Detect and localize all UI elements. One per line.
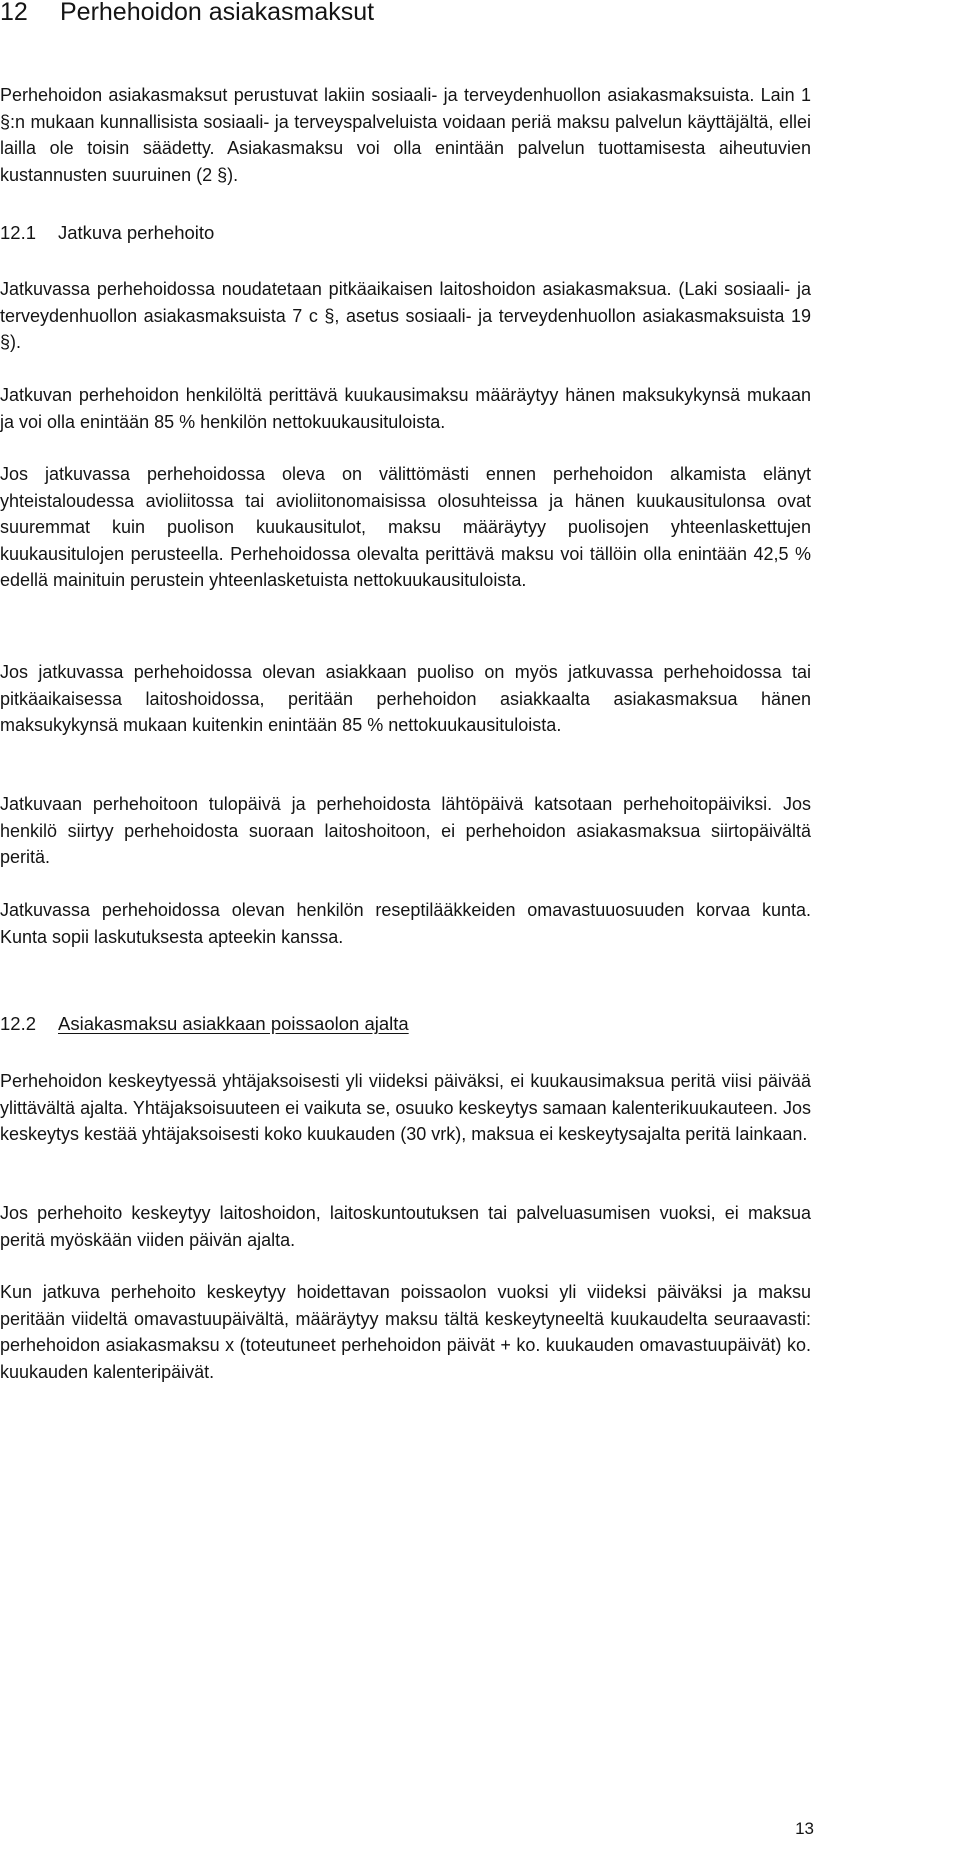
subsection-number: 12.1: [0, 222, 37, 243]
paragraph-1-4: Jos jatkuvassa perhehoidossa olevan asiakkaan puoliso on myös jatkuvassa perhehoidossa tai pitkäaikaisessa laitoshoidossa, peritään perhehoidon asiakkaalta asiakasmaksua hänen maksukykynsä mukaan kuitenkin enintään 85 % nettokuukausituloista.: [0, 662, 811, 736]
section-number: 12: [0, 0, 28, 26]
paragraph-1-2: Jatkuvan perhehoidon henkilöltä perittävä kuukausimaksu määräytyy hänen maksukykynsä mukaan ja voi olla enintään 85 % henkilön nettokuukausituloista.: [0, 385, 811, 432]
paragraph-2-3: Kun jatkuva perhehoito keskeytyy hoidettavan poissaolon vuoksi yli viideksi päiväksi ja maksu peritään viideltä omavastuupäivältä, määräytyy maksu tältä keskeytyneeltä kuukaudelta seuraavasti: perhehoidon asiakasmaksu x (toteutuneet perhehoidon päivät + ko. kuukauden omavastuupäivät) ko. kuukauden kalenteripäivät.: [0, 1282, 811, 1382]
paragraph-1-1: Jatkuvassa perhehoidossa noudatetaan pitkäaikaisen laitoshoidon asiakasmaksua. (Laki sosiaali- ja terveydenhuollon asiakasmaksuista 7 c §, asetus sosiaali- ja terveydenhuollon asiakasmaksuista 19 §).: [0, 279, 811, 353]
section-title: Perhehoidon asiakasmaksut: [60, 0, 375, 26]
subsection-heading-1: [0, 219, 214, 247]
paragraph-1-3: Jos jatkuvassa perhehoidossa oleva on välittömästi ennen perhehoidon alkamista elänyt yhteistaloudessa avioliitossa tai avioliitonomaisissa olosuhteissa ja hänen kuukausitulonsa ovat suuremmat kuin puolison kuukausitulot, maksu määräytyy puolisojen yhteenlaskettujen kuukausitulojen perusteella. Perhehoidossa olevalta perittävä maksu voi tällöin olla enintään 42,5 % edellä mainituin perustein yhteenlasketuista nettokuukausituloista.: [0, 464, 811, 591]
subsection-title: Jatkuva perhehoito: [58, 222, 215, 243]
paragraph-2-1: Perhehoidon keskeytyessä yhtäjaksoisesti yli viideksi päiväksi, ei kuukausimaksua peritä viisi päivää ylittävältä ajalta. Yhtäjaksoisuuteen ei vaikuta se, osuuko keskeytys samaan kalenterikuukauteen. Jos keskeytys kestää yhtäjaksoisesti koko kuukauden (30 vrk), maksua ei keskeytysajalta peritä lainkaan.: [0, 1071, 811, 1145]
subsection-number: 12.2: [0, 1013, 37, 1034]
subsection-title: Asiakasmaksu asiakkaan poissaolon ajalta: [58, 1013, 409, 1034]
intro-paragraph: Perhehoidon asiakasmaksut perustuvat lakiin sosiaali- ja terveydenhuollon asiakasmaksuista. Lain 1 §:n mukaan kunnallisista sosiaali- ja terveyspalveluista voidaan periä maksu palvelun käyttäjältä, ellei lailla ole toisin säädetty. Asiakasmaksu voi olla enintään palvelun tuottamisesta aiheutuvien kustannusten suuruinen (2 §).: [0, 85, 811, 185]
page-number: 13: [795, 1819, 814, 1838]
paragraph-1-5: Jatkuvaan perhehoitoon tulopäivä ja perhehoidosta lähtöpäivä katsotaan perhehoitopäiviksi. Jos henkilö siirtyy perhehoidosta suoraan laitoshoitoon, ei perhehoidon asiakasmaksua siirtopäivältä peritä.: [0, 794, 811, 868]
section-heading: [0, 0, 374, 30]
paragraph-1-6: Jatkuvassa perhehoidossa olevan henkilön reseptilääkkeiden omavastuuosuuden korvaa kunta. Kunta sopii laskutuksesta apteekin kanssa.: [0, 900, 811, 947]
paragraph-2-2: Jos perhehoito keskeytyy laitoshoidon, laitoskuntoutuksen tai palveluasumisen vuoksi, ei maksua peritä myöskään viiden päivän ajalta.: [0, 1203, 811, 1250]
subsection-heading-2: [0, 1010, 409, 1038]
